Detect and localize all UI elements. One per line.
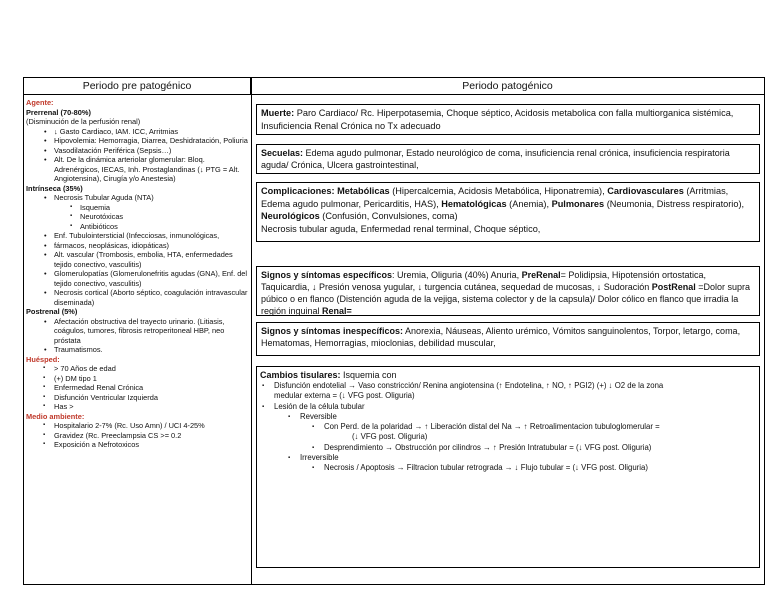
list-item: ▪ > 70 Años de edad <box>26 364 248 374</box>
comp-label: Complicaciones: Metabólicas <box>261 186 390 196</box>
list-item: • Vasodilatación Periférica (Sepsis…) <box>26 146 248 156</box>
esp-label: Signos y síntomas específicos <box>261 270 393 280</box>
renal-label: Renal= <box>322 306 352 316</box>
list-item: ▪ Enfermedad Renal Crónica <box>26 383 248 393</box>
intrinseca-list <box>26 193 248 307</box>
list-item: • Alt. vascular (Trombosis, embolia, HTA, enfermedades tejido conectivo, vasculitis) <box>26 250 248 269</box>
main-table <box>23 77 765 585</box>
list-item: ▪ Gravidez (Rc. Preeclampsia CS >= 0.2 <box>26 431 248 441</box>
column-divider <box>251 78 252 584</box>
medio-title: Medio ambiente: <box>26 411 85 421</box>
list-item: ▪ (+) DM tipo 1 <box>26 374 248 384</box>
list-item: ▪ Neurotóxicas <box>26 212 248 222</box>
header-patogenico: Periodo patogénico <box>251 78 764 95</box>
esp-text: : Uremia, Oliguria (40%) Anuria, <box>392 270 520 280</box>
list-item: • Enf. Tubulointersticial (Infecciosas, inmunológicas, <box>26 231 248 241</box>
list-item: • ↓ Gasto Cardiaco, IAM. ICC, Arritmias <box>26 127 248 137</box>
comp-line4: Necrosis tubular aguda, Enfermedad renal terminal, Choque séptico, <box>261 223 541 234</box>
list-item: • fármacos, neoplásicas, idiopáticas) <box>26 241 248 251</box>
postrenal-list <box>26 317 248 355</box>
list-item: (↓ VFG post. Oliguria) <box>352 432 428 442</box>
list-item: ▪ Necrosis / Apoptosis → Filtracion tubular retrograda → ↓ Flujo tubular = (↓ VFG post. Oliguria) <box>260 463 756 473</box>
postrenal-title: Postrenal (5%) <box>26 307 78 316</box>
secuelas-label: Secuelas: <box>261 148 304 158</box>
list-item: • Glomerulopatías (Glomerulonefritis agudas (GNA), Enf. del tejido conectivo, vasculitis) <box>26 269 248 288</box>
inesp-label: Signos y síntomas inespecíficos: <box>261 326 404 336</box>
huesped-title: Huésped: <box>26 354 60 364</box>
especificos-box <box>256 266 760 316</box>
list-item: ▪ Hospitalario 2-7% (Rc. Uso Amn) / UCI 4-25% <box>26 421 248 431</box>
list-item: • Necrosis cortical (Aborto séptico, coagulación intravascular diseminada) <box>26 288 248 307</box>
agente-title: Agente: <box>26 98 54 107</box>
list-item: ▪ Irreversible <box>260 453 756 463</box>
list-item: ▪ Disfunción Ventricular Izquierda <box>26 393 248 403</box>
list-item: ▪ Disfunción endotelial → Vaso constricción/ Renina angiotensina (↑ Endotelina, ↑ NO, ↑ PGI2) (+) ↓ O2 de la zona <box>260 381 756 391</box>
inespecificos-box <box>256 322 760 356</box>
muerte-text: Paro Cardiaco/ Rc. Hiperpotasemia, Choque séptico, Acidosis metabolica con falla multiorganica sistémica, Insuficiencia Renal Crónica no Tx adecuado <box>261 108 734 131</box>
left-column <box>26 98 248 450</box>
muerte-box <box>256 104 760 135</box>
intrinseca-title: Intrínseca (35%) <box>26 183 83 193</box>
postrenal-text: =Dolor supra púbico o en flanco (Distención aguda de la vejiga, sistema colector y de la capsula)/ Dolor cólico en flanco que irradia la región inguinal <box>261 282 751 316</box>
list-item: ▪ Con Perd. de la polaridad → ↑ Liberación distal del Na → ↑ Retroalimentacion tubuloglomerular = <box>260 422 756 432</box>
postrenal-label: PostRenal <box>651 282 696 292</box>
complicaciones-box <box>256 182 760 242</box>
list-item: medular externa = (↓ VFG post. Oliguria) <box>274 391 415 401</box>
list-item: • Alt. De la dinámica arteriolar glomerular: Bloq. Adrenérgicos, IECAS, Inh. Prostaglandinas (↓ PTG = Alt. Angiotensina), Cirugía y/o Anestesia) <box>26 155 248 184</box>
comp-hema: (Anemia), <box>506 198 552 209</box>
comp-neuro: (Confusión, Convulsiones, coma) <box>319 211 458 221</box>
list-item: • Traumatismos. <box>26 345 248 355</box>
inesp-text: Anorexia, Náuseas, Aliento urémico, Vómitos sanguinolentos, Torpor, letargo, coma, Hematomas, Hemorragias, mioclonias, debilidad muscular, <box>261 326 741 348</box>
huesped-list <box>26 364 248 412</box>
cambios-box <box>256 366 760 568</box>
list-item: • Necrosis Tubular Aguda (NTA) <box>26 193 248 203</box>
cambios-label: Cambios tisulares: <box>260 370 341 380</box>
list-item: ▪ Lesión de la célula tubular <box>260 402 756 412</box>
comp-card: (Arritmias, Edema agudo pulmonar, Pericarditis, HAS), <box>261 186 729 209</box>
list-item: • Hipovolemia: Hemorragia, Diarrea, Deshidratación, Poliuria <box>26 136 248 146</box>
list-item: • Afectación obstructiva del trayecto urinario. (Litiasis, coágulos, tumores, fibrosis retroperitoneal HBP, neo próstata <box>26 317 248 346</box>
cambios-text: Isquemia con <box>340 370 397 380</box>
prerrenal-list <box>26 127 248 184</box>
prerrenal-title: Prerrenal (70-80%) <box>26 107 91 117</box>
prerrenal-subtitle: (Disminución de la perfusión renal) <box>26 117 141 126</box>
list-item: ▪ Reversible <box>260 412 756 422</box>
header-pre-patogenico: Periodo pre patogénico <box>24 78 251 95</box>
list-item: ▪ Desprendimiento → Obstrucción por cilindros → ↑ Presión Intratubular = (↓ VFG post. Oliguria) <box>260 443 756 453</box>
prerenal-text: = Polidipsia, Hipotensión ortostatica, Taquicardia, ↓ Presión venosa yugular, ↓ turgencia cutánea, sequedad de mucosas, ↓ Sudoración <box>261 270 706 292</box>
secuelas-text: Edema agudo pulmonar, Estado neurológico de coma, insuficiencia renal crónica, insuficiencia respiratoria aguda/ Crónica, Ulcera gastrointestinal, <box>261 148 730 170</box>
muerte-label: Muerte: <box>261 108 295 118</box>
medio-list <box>26 421 248 450</box>
comp-hema-label: Hematológicas <box>441 198 507 209</box>
comp-neuro-label: Neurológicos <box>261 211 320 221</box>
secuelas-box <box>256 144 760 174</box>
list-item: ▪ Isquemia <box>26 203 248 213</box>
list-item: ▪ Exposición a Nefrotoxicos <box>26 440 248 450</box>
comp-pulm-label: Pulmonares <box>551 198 605 209</box>
comp-card-label: Cardiovasculares <box>607 186 684 196</box>
comp-pulm: (Neumonia, Distress respiratorio), <box>604 198 745 209</box>
list-item: ▪ Antibióticos <box>26 222 248 232</box>
prerenal-label: PreRenal <box>521 270 561 280</box>
comp-met: (Hipercalcemia, Acidosis Metabólica, Hiponatremia), <box>389 186 608 196</box>
list-item: ▪ Has > <box>26 402 248 412</box>
